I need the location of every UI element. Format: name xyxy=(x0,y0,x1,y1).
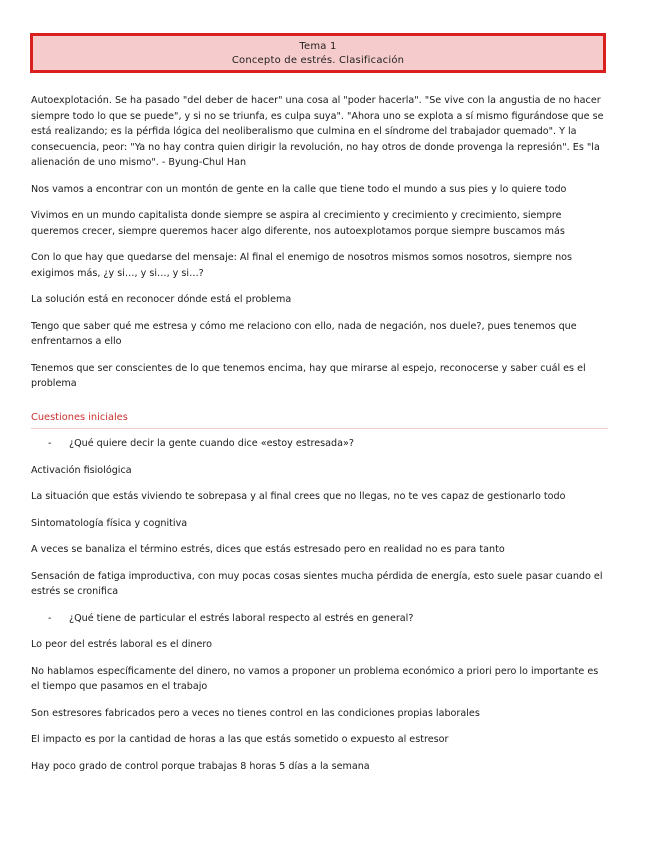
paragraph: La situación que estás viviendo te sobrepasa y al final crees que no llegas, no te ves capaz de gestionarlo todo xyxy=(31,491,566,502)
paragraph: Tenemos que ser conscientes de lo que tenemos encima, hay que mirarse al espejo, reconocerse y saber cuál es el problema xyxy=(31,362,586,389)
paragraph: Autoexplotación. Se ha pasado "del deber de hacer" una cosa al "poder hacerla". "Se vive con la angustia de no hacer siempre todo lo que se puede", y si no se triunfa, es culpa suya". "Ahora uno se explota a sí mismo figurándose que se está realizando; es la pérfida lógica del neoliberalismo que culmina en el síndrome del trabajador quemado". Y la consecuencia, peor: "Ya no hay contra quien dirigir la revolución, no hay otros de donde provenga la represión". Es "la alienación de uno mismo". - Byung-Chul Han xyxy=(31,95,604,168)
paragraph: A veces se banaliza el término estrés, dices que estás estresado pero en realidad no es para tanto xyxy=(31,544,505,555)
bullet-marker: - xyxy=(48,438,52,449)
paragraph: No hablamos específicamente del dinero, no vamos a proponer un problema económico a priori pero lo importante es el tiempo que pasamos en el trabajo xyxy=(31,665,599,692)
paragraph: Sintomatología física y cognitiva xyxy=(31,517,188,529)
paragraph: El impacto es por la cantidad de horas a las que estás sometido o expuesto al estresor xyxy=(31,734,449,745)
paragraph: Sensación de fatiga improductiva, con muy pocas cosas sientes mucha pérdida de energía, esto suele pasar cuando el estrés se cronifica xyxy=(31,570,603,597)
bullet-question xyxy=(31,611,608,627)
title-box xyxy=(30,33,606,73)
paragraph: Vivimos en un mundo capitalista donde siempre se aspira al crecimiento y crecimiento y crecimiento, siempre queremos crecer, siempre queremos hacer algo diferente, nos autoexplotamos porque siempre buscamos más xyxy=(31,210,565,237)
paragraph: La solución está en reconocer dónde está el problema xyxy=(31,294,292,305)
paragraph: Nos vamos a encontrar con un montón de gente en la calle que tiene todo el mundo a sus pies y lo quiere todo xyxy=(31,183,567,195)
paragraph: Hay poco grado de control porque trabajas 8 horas 5 días a la semana xyxy=(31,760,370,772)
paragraph: Lo peor del estrés laboral es el dinero xyxy=(31,639,212,650)
bullet-marker: - xyxy=(48,612,52,624)
section-heading: Cuestiones iniciales xyxy=(31,410,608,430)
paragraph: Activación fisiológica xyxy=(31,464,132,476)
paragraph: Son estresores fabricados pero a veces no tienes control en las condiciones propias laborales xyxy=(31,707,480,719)
document-body xyxy=(31,93,608,785)
title-line-2: Concepto de estrés. Clasificación xyxy=(231,55,405,66)
paragraph: Con lo que hay que quedarse del mensaje: Al final el enemigo de nosotros mismos somos nosotros, siempre nos exigimos más, ¿y si…, y si…, y si…? xyxy=(31,252,573,279)
bullet-text: ¿Qué tiene de particular el estrés laboral respecto al estrés en general? xyxy=(69,612,414,624)
title-line-1: Tema 1 xyxy=(299,41,337,52)
bullet-question xyxy=(31,436,608,452)
paragraph: Tengo que saber qué me estresa y cómo me relaciono con ello, nada de negación, nos duele?, pues tenemos que enfrentarnos a ello xyxy=(31,320,577,347)
bullet-text: ¿Qué quiere decir la gente cuando dice «estoy estresada»? xyxy=(69,438,354,449)
